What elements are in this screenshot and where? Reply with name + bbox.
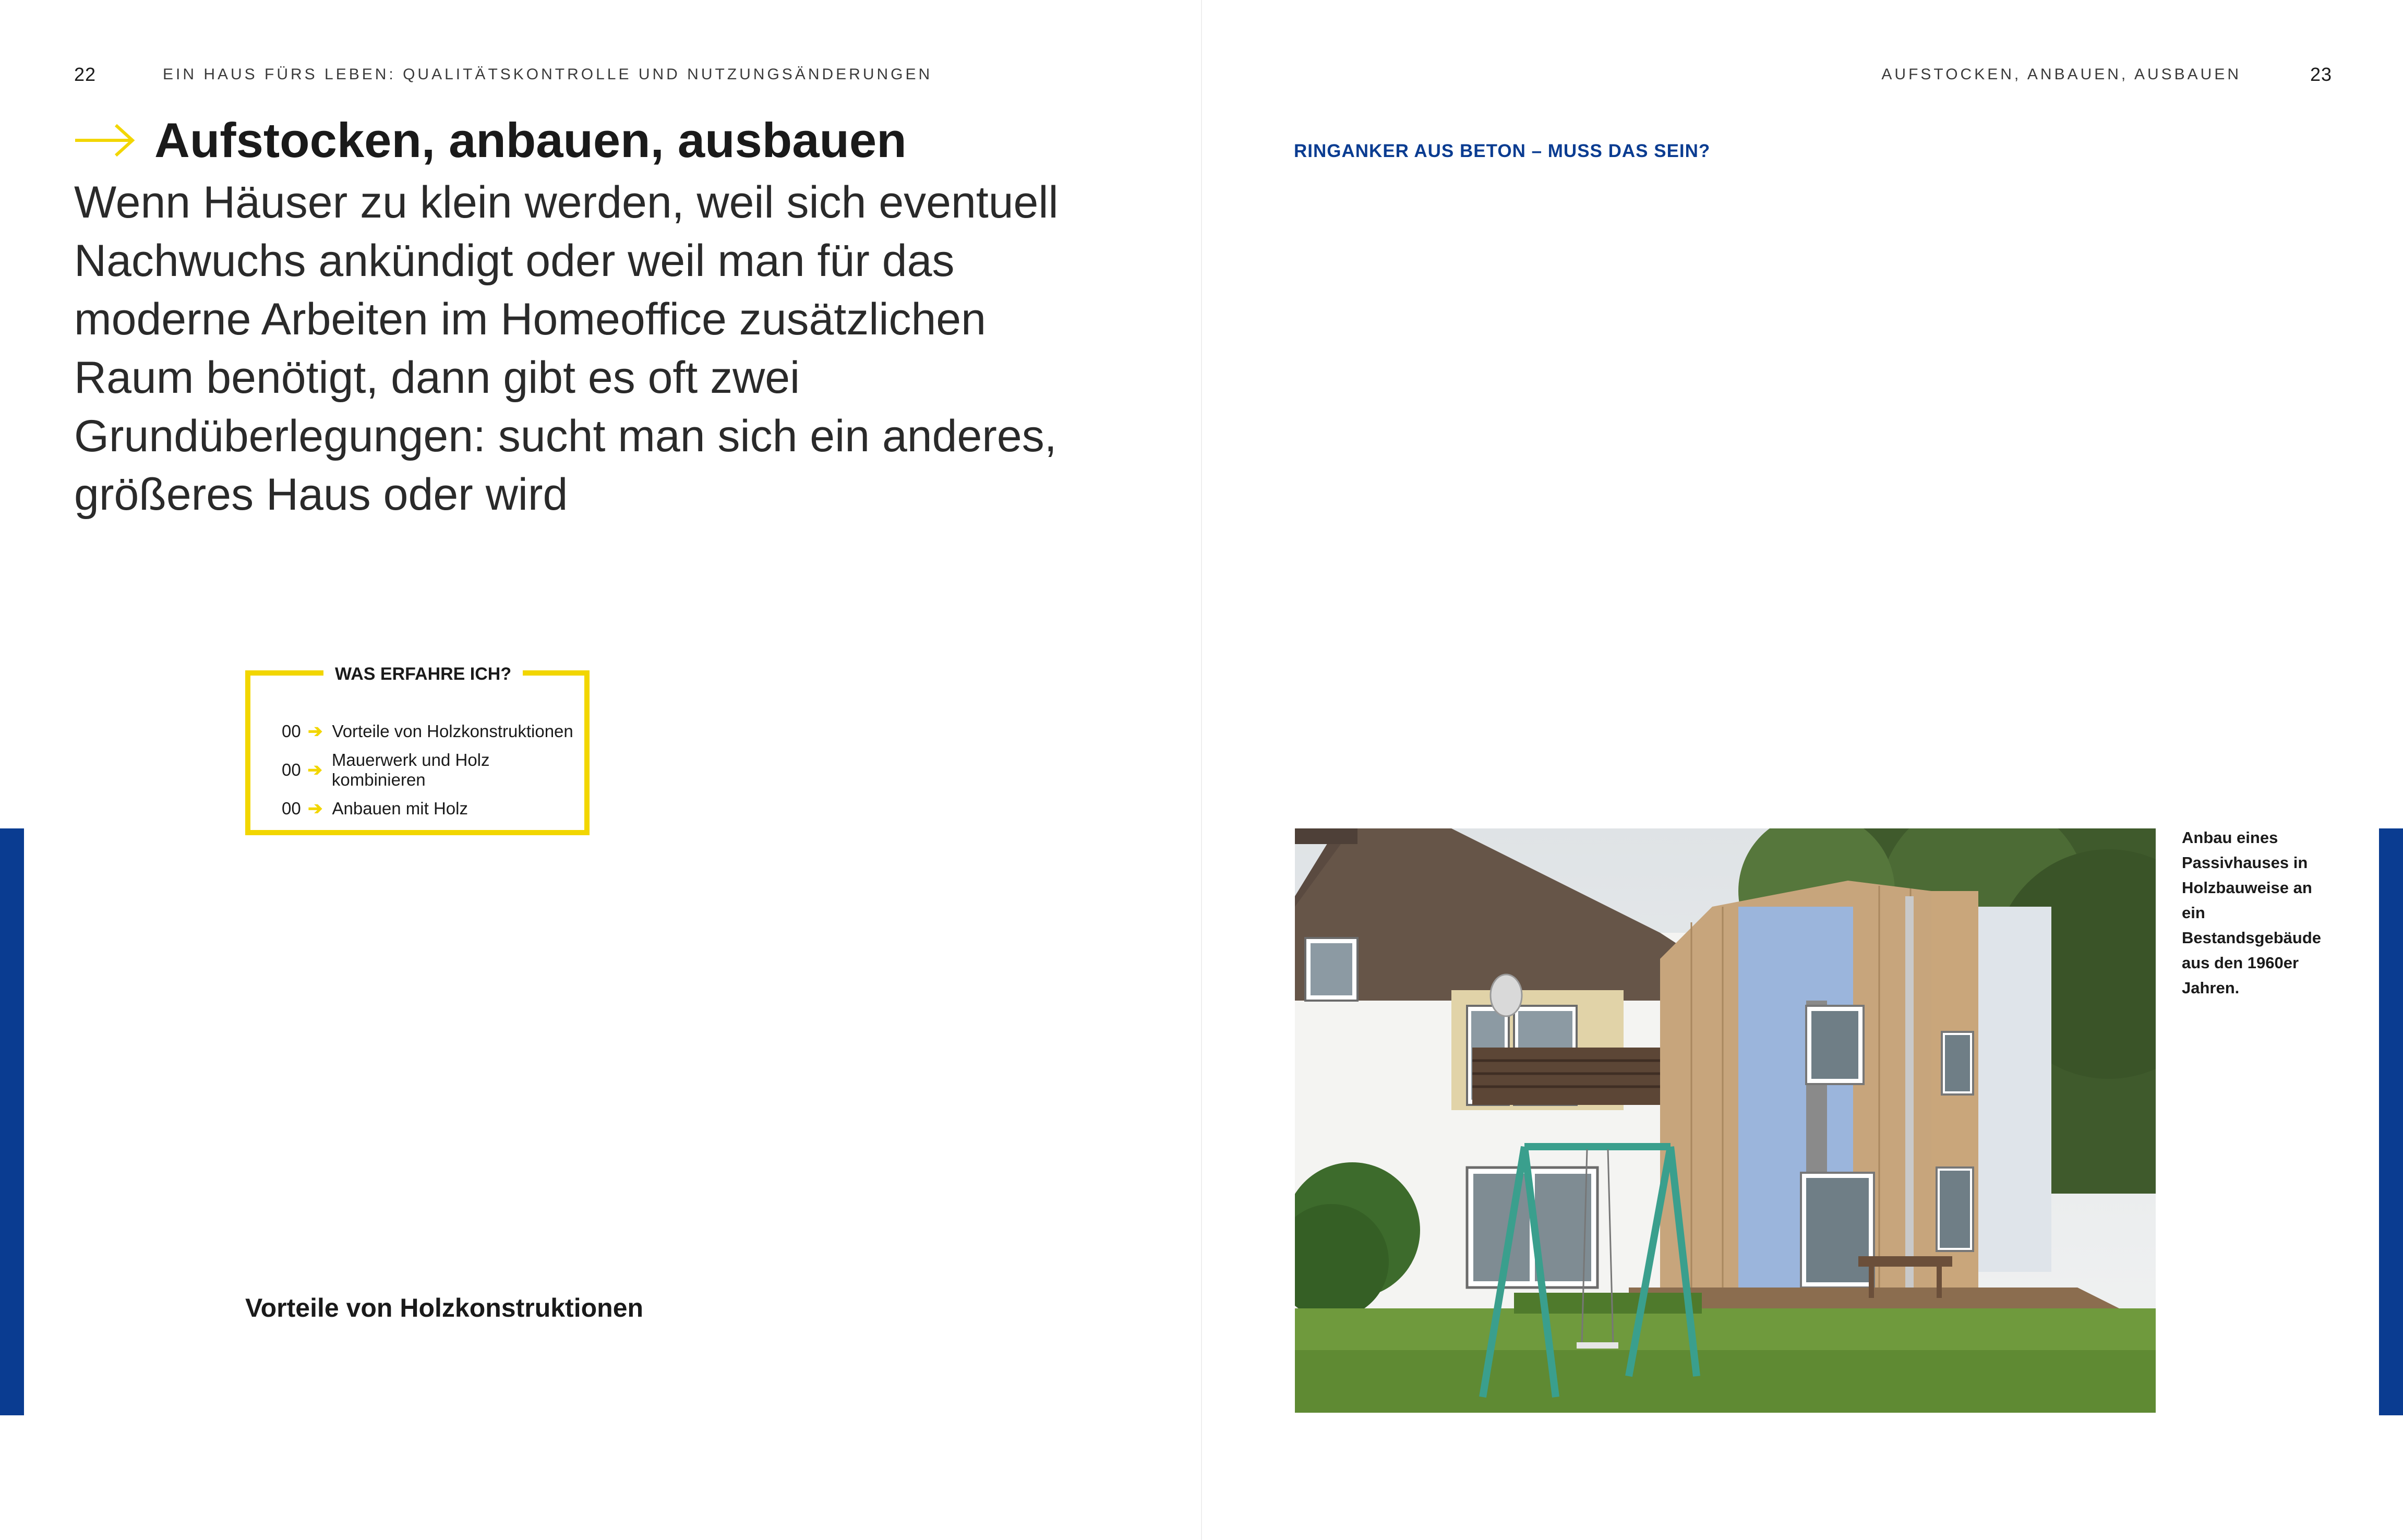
- arrow-icon: [74, 122, 137, 159]
- item-label: Vorteile von Holzkonstruktionen: [332, 721, 573, 741]
- intro-text: Wenn Häuser zu klein werden, weil sich eventuell Nachwuchs ankündigt oder weil man für das moderne Arbeiten im Homeoffice zusätzlichen Raum benötigt, dann gibt es oft zwei Grundüberlegungen: sucht man sich ein anderes, größeres Haus oder wird: [74, 177, 1059, 520]
- learning-box-item: [282, 712, 584, 751]
- right-edge-bar: [2379, 828, 2403, 1415]
- item-label: Mauerwerk und Holz kombinieren: [331, 750, 490, 789]
- sidebar-heading: RINGANKER AUS BETON – MUSS DAS SEIN?: [1294, 141, 1711, 161]
- chapter-title: Aufstocken, anbauen, ausbauen: [154, 113, 907, 167]
- photo-caption: Anbau eines Passivhauses in Holzbauweise an ein Bestandsgebäude aus den 1960er Jahren.: [2182, 828, 2322, 997]
- house-photo: [1295, 828, 2156, 1413]
- chevron-right-icon: ➔: [308, 799, 323, 819]
- running-head-right: AUFSTOCKEN, ANBAUEN, AUSBAUEN: [1881, 66, 2241, 83]
- page-gutter: [1201, 0, 1202, 1540]
- running-head-left: EIN HAUS FÜRS LEBEN: QUALITÄTSKONTROLLE UND NUTZUNGSÄNDERUNGEN: [163, 66, 933, 83]
- item-number: 00: [282, 760, 301, 779]
- learning-box-item: [282, 789, 584, 828]
- chapter-heading: [74, 113, 907, 167]
- section-subheading: Vorteile von Holzkonstruktionen: [245, 1293, 644, 1322]
- learning-box-item: [282, 751, 584, 789]
- learning-box-title: WAS ERFAHRE ICH?: [323, 664, 523, 684]
- left-edge-bar: [0, 828, 24, 1415]
- chevron-right-icon: ➔: [307, 760, 322, 780]
- chevron-right-icon: ➔: [308, 721, 323, 741]
- learning-box-list: [282, 712, 584, 828]
- page-number-right: 23: [2310, 64, 2332, 85]
- page-number-left: 22: [74, 64, 97, 85]
- item-number: 00: [282, 799, 301, 818]
- learning-box: [245, 664, 590, 835]
- item-label: Anbauen mit Holz: [332, 799, 468, 818]
- item-number: 00: [282, 721, 301, 741]
